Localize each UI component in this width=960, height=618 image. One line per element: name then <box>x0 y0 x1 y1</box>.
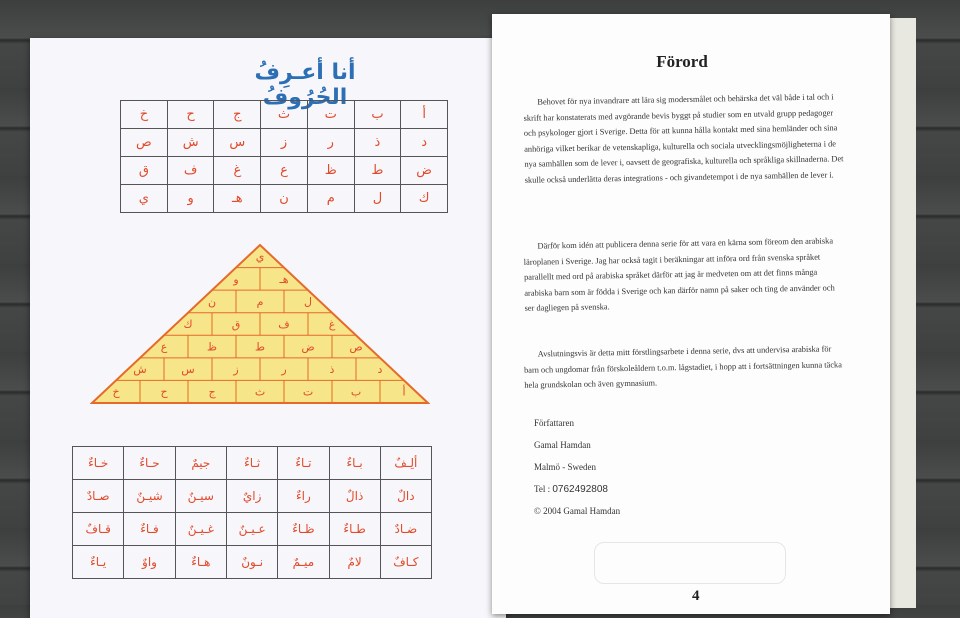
letter-cell: ض <box>401 157 448 185</box>
author-name: Gamal Hamdan <box>534 440 591 450</box>
pyramid-letter: ض <box>301 340 315 354</box>
table-row <box>121 129 448 157</box>
letter-name-cell: يـاءٌ <box>73 546 124 579</box>
author-city: Malmö - Sweden <box>534 462 596 472</box>
letter-cell: ز <box>261 129 308 157</box>
letter-name-cell: خـاءٌ <box>73 447 124 480</box>
letter-cell: ت <box>307 101 354 129</box>
letter-cell: خ <box>121 101 168 129</box>
phone-label: Tel : <box>534 484 551 494</box>
table-row <box>121 185 448 213</box>
letters-table <box>120 100 448 213</box>
author-role: Författaren <box>534 418 574 428</box>
letter-name-cell: فـاءٌ <box>124 513 175 546</box>
letter-name-cell: نـونٌ <box>226 546 277 579</box>
decorative-box <box>594 542 786 584</box>
letter-name-cell: تـاءٌ <box>278 447 329 480</box>
letter-name-cell: دالٌ <box>380 480 431 513</box>
pyramid-letter: ت <box>302 385 314 399</box>
letter-name-cell: كـافٌ <box>380 546 431 579</box>
letter-name-cell: طـاءٌ <box>329 513 380 546</box>
pyramid-letter: ح <box>160 385 168 399</box>
letter-cell: ذ <box>354 129 401 157</box>
pyramid-letter: د <box>377 363 383 377</box>
letter-cell: س <box>214 129 261 157</box>
pyramid-letter: ف <box>278 318 290 331</box>
page-stack-edge <box>888 18 916 608</box>
letter-name-cell: واوٌ <box>124 546 175 579</box>
author-phone <box>534 484 608 495</box>
letter-name-cell: سيـنٌ <box>175 480 226 513</box>
letter-cell: م <box>307 185 354 213</box>
pyramid-letter: ذ <box>329 363 335 377</box>
table-row <box>73 480 432 513</box>
letter-cell: ق <box>121 157 168 185</box>
pyramid-letter: ل <box>304 295 312 309</box>
letter-name-cell: هـاءٌ <box>175 546 226 579</box>
letter-name-cell: ألِـفٌ <box>380 447 431 480</box>
pyramid-letter: غ <box>328 318 336 331</box>
pyramid-letter: ك <box>183 318 193 331</box>
letter-cell: ي <box>121 185 168 213</box>
letter-name-cell: قـافٌ <box>73 513 124 546</box>
letter-pyramid <box>90 243 430 415</box>
foreword-paragraph-2: Därför kom idén att publicera denna serie för att vara en kärna som föreom den arabiska läroplanen i Sverige. Jag har också tagit i beräkningar att införa ord från svenska språket parallellt med ord på arabiska språket därför att jag är medveten om att det finns många arabiska barn som är födda i Sverige och kan därför namn på saker och ting de använder och ser dagliegen på svenska. <box>523 236 835 313</box>
pyramid-letter: س <box>181 363 195 377</box>
pyramid-letter: ث <box>254 385 266 399</box>
letter-cell: ح <box>167 101 214 129</box>
letter-name-cell: حـاءٌ <box>124 447 175 480</box>
letter-name-cell: عـيـنٌ <box>226 513 277 546</box>
letter-name-cell: ظـاءٌ <box>278 513 329 546</box>
right-page <box>492 14 890 614</box>
letter-name-cell: ثـاءٌ <box>226 447 277 480</box>
pyramid-letter: خ <box>112 385 120 399</box>
pyramid-letter: أ <box>402 385 406 399</box>
pyramid-letter: ب <box>350 385 362 399</box>
pyramid-letter: و <box>233 272 239 286</box>
letter-cell: ث <box>261 101 308 129</box>
letter-cell: أ <box>401 101 448 129</box>
letter-name-cell: شيـنٌ <box>124 480 175 513</box>
letter-name-cell: بـاءٌ <box>329 447 380 480</box>
letter-cell: ش <box>167 129 214 157</box>
table-row <box>121 157 448 185</box>
letter-cell: ط <box>354 157 401 185</box>
letter-cell: هـ <box>214 185 261 213</box>
letter-name-cell: ذالٌ <box>329 480 380 513</box>
pyramid-letter: ط <box>254 340 266 354</box>
pyramid-letter: ر <box>281 363 287 377</box>
table-row <box>73 546 432 579</box>
pyramid-letter: ز <box>233 363 239 377</box>
pyramid-letter: ن <box>207 295 217 309</box>
table-row <box>121 101 448 129</box>
letter-cell: ظ <box>307 157 354 185</box>
pyramid-letter: م <box>256 295 264 309</box>
letter-cell: غ <box>214 157 261 185</box>
page-number: 4 <box>692 588 700 604</box>
letter-name-cell: صـادٌ <box>73 480 124 513</box>
foreword-title: Förord <box>656 52 708 71</box>
pyramid-letter: ق <box>231 318 241 331</box>
letter-cell: و <box>167 185 214 213</box>
letter-name-cell: ميـمٌ <box>278 546 329 579</box>
letter-cell: ص <box>121 129 168 157</box>
page-title: أنا أعـرِفُ الحُرُوفُ <box>254 60 356 110</box>
letter-cell: ك <box>401 185 448 213</box>
letter-cell: ن <box>261 185 308 213</box>
letter-name-cell: جيمٌ <box>175 447 226 480</box>
letter-name-cell: ضـادٌ <box>380 513 431 546</box>
phone-number: 0762492808 <box>552 484 608 495</box>
pyramid-letter: ش <box>133 363 147 377</box>
letter-cell: ج <box>214 101 261 129</box>
table-row <box>73 513 432 546</box>
foreword-paragraph-3: Avslutningsvis är detta mitt förstlingsarbete i denna serie, dvs att undervisa arabiska för barn och ungdomar från förskoleåldern t.o.m. lågstadiet, i hopp att i fortsättningen kunna täcka hela grundskolan och även gymnasium. <box>523 344 842 390</box>
pyramid-letter: ج <box>208 385 216 399</box>
letter-name-cell: زايٌ <box>226 480 277 513</box>
pyramid-letter: ي <box>255 250 265 264</box>
letter-cell: ب <box>354 101 401 129</box>
pyramid-letter: ظ <box>206 340 218 354</box>
left-page <box>30 38 506 618</box>
letter-name-cell: لامٌ <box>329 546 380 579</box>
pyramid-letter: هـ <box>279 272 289 286</box>
letter-name-cell: غـيـنٌ <box>175 513 226 546</box>
copyright: © 2004 Gamal Hamdan <box>534 506 621 516</box>
letter-cell: ع <box>261 157 308 185</box>
letter-cell: ل <box>354 185 401 213</box>
letter-cell: ر <box>307 129 354 157</box>
pyramid-letter: ع <box>160 340 168 354</box>
letter-name-cell: راءٌ <box>278 480 329 513</box>
pyramid-letter: ص <box>349 340 363 354</box>
foreword-paragraph-1: Behovet för nya invandrare att lära sig modersmålet och behärska det väl både i tal och i skrift har konstaterats med avgörande bevis byggt på studier som en utvald grupp pedagoger och psykologer gjort i Sverige. Detta för att kunna hålla kontakt med sina hemländer och sina anhöriga vilket berikar de vetenskapliga, kulturella och sociala utvecklingsmöjligheterna i de nya samhällen som de lever i, oavsett de geografiska, kulturella och språkliga skillnaderna. Det skulle också underlätta deras integrations - och givandetempot i de nya samhällen de lever i. <box>523 92 844 185</box>
table-row <box>73 447 432 480</box>
letter-names-table <box>72 446 432 579</box>
letter-cell: ف <box>167 157 214 185</box>
letter-cell: د <box>401 129 448 157</box>
